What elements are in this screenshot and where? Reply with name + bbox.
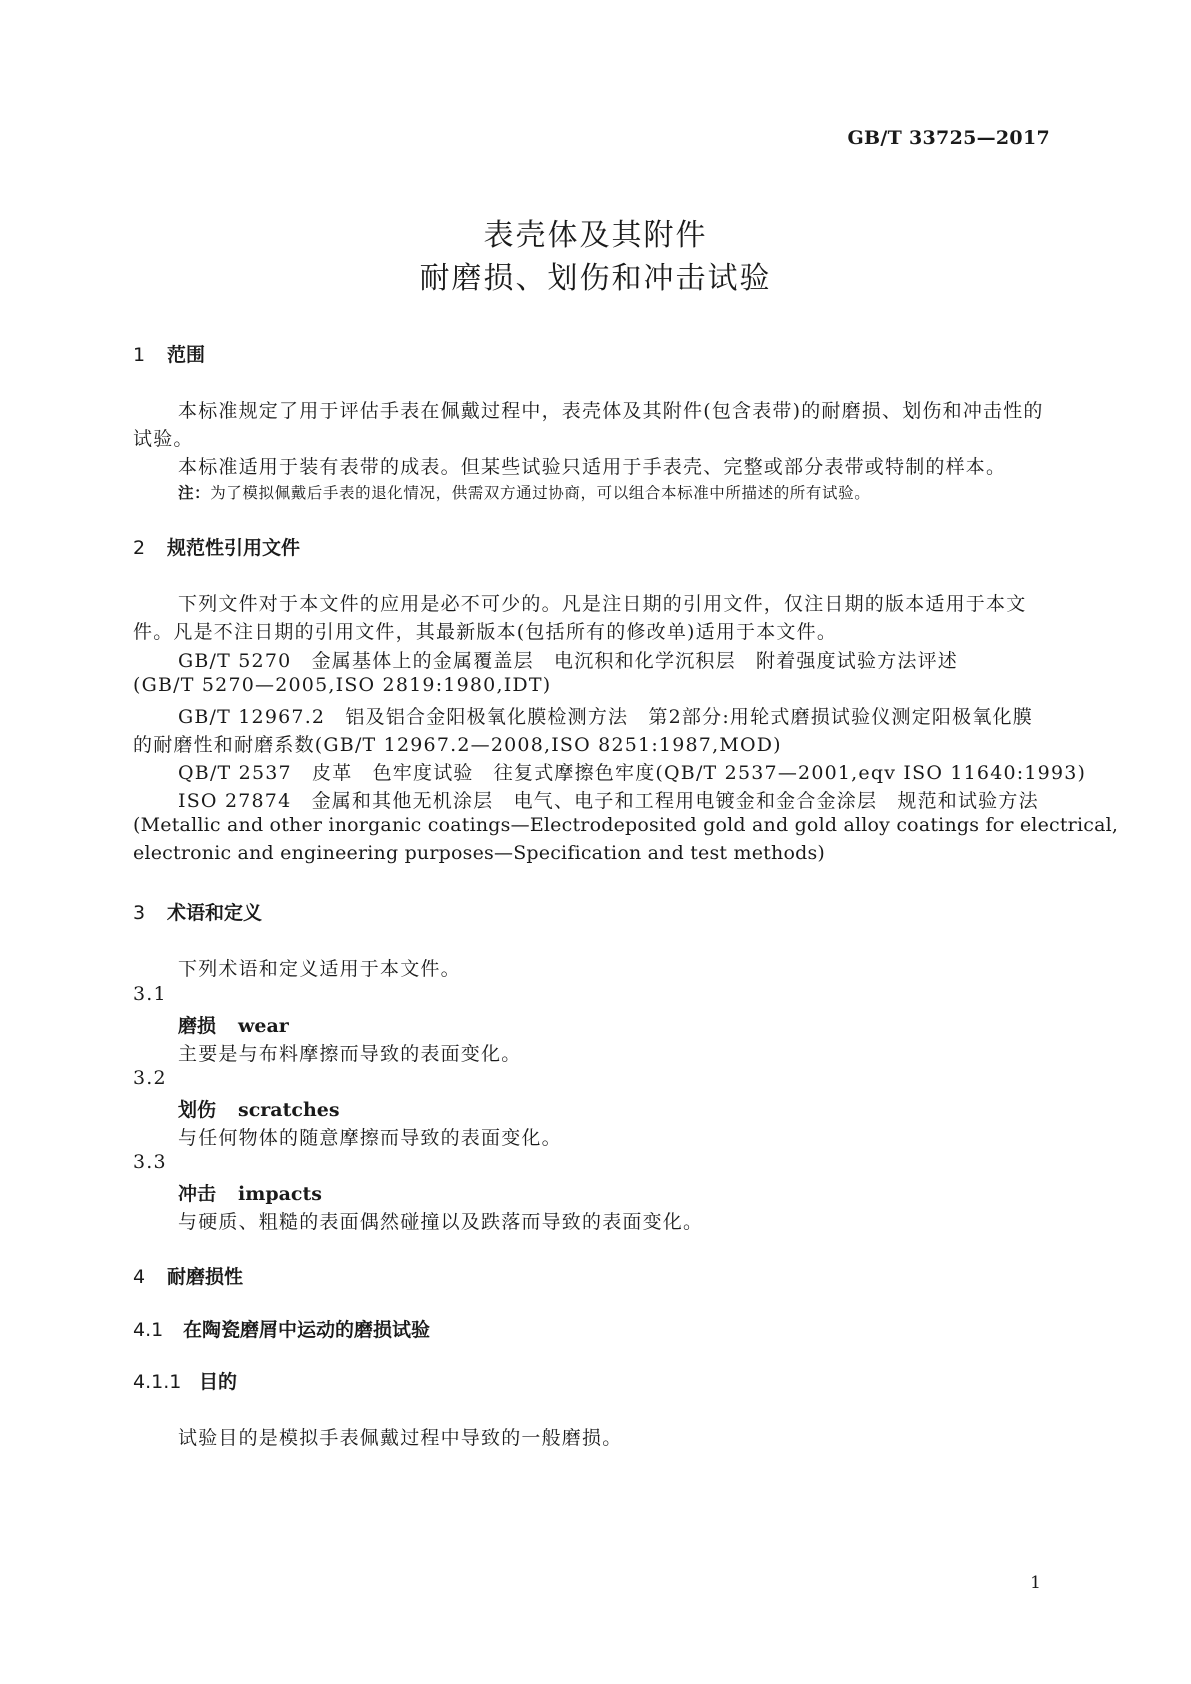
term-number: 3.2: [133, 1067, 167, 1089]
term-entry: [178, 1179, 322, 1206]
document-title-line1: 表壳体及其附件: [483, 218, 708, 253]
paragraph-applicability: 本标准适用于装有表带的成表。但某些试验只适用于手表壳、完整或部分表带或特制的样本。: [178, 456, 1007, 478]
term-zh: 磨损: [178, 1015, 217, 1037]
refs-intro-line1: 下列文件对于本文件的应用是必不可少的。凡是注日期的引用文件，仅注日期的版本适用于本文: [178, 593, 1027, 615]
reference-gbt12967-cont: 的耐磨性和耐磨系数(GB/T 12967.2—2008,ISO 8251:1987,MOD): [133, 734, 782, 756]
term-definition: 与硬质、粗糙的表面偶然碰撞以及跌落而导致的表面变化。: [178, 1211, 704, 1233]
subsection-title: 目的: [199, 1371, 238, 1393]
terms-intro: 下列术语和定义适用于本文件。: [178, 958, 461, 980]
term-zh: 冲击: [178, 1183, 217, 1205]
reference-gbt5270-cont: (GB/T 5270—2005,ISO 2819:1980,IDT): [133, 674, 552, 696]
standard-number: GB/T 33725—2017: [847, 127, 1050, 149]
reference-iso27874: ISO 27874 金属和其他无机涂层 电气、电子和工程用电镀金和金合金涂层 规范和试验方法: [178, 790, 1039, 812]
section-4-heading: [133, 1262, 243, 1289]
section-title: 耐磨损性: [167, 1266, 244, 1288]
section-1-heading: [133, 340, 205, 367]
reference-gbt12967: GB/T 12967.2 铝及铝合金阳极氧化膜检测方法 第2部分:用轮式磨损试验仪测定阳极氧化膜: [178, 706, 1033, 728]
document-title-line2: 耐磨损、划伤和冲击试验: [419, 261, 772, 296]
reference-qbt2537: QB/T 2537 皮革 色牢度试验 往复式摩擦色牢度(QB/T 2537—2001,eqv ISO 11640:1993): [178, 762, 1087, 784]
section-number: 4: [133, 1266, 146, 1288]
note: [178, 481, 870, 503]
reference-iso27874-cont2: electronic and engineering purposes—Specification and test methods): [133, 842, 826, 864]
term-en: wear: [238, 1015, 289, 1037]
term-en: scratches: [238, 1099, 340, 1121]
subsection-number: 4.1: [133, 1319, 164, 1341]
section-title: 术语和定义: [167, 902, 263, 924]
reference-gbt5270: GB/T 5270 金属基体上的金属覆盖层 电沉积和化学沉积层 附着强度试验方法评述: [178, 650, 959, 672]
subsection-number: 4.1.1: [133, 1371, 182, 1393]
term-number: 3.3: [133, 1151, 167, 1173]
note-text: 为了模拟佩戴后手表的退化情况，供需双方通过协商，可以组合本标准中所描述的所有试验。: [210, 484, 871, 502]
paragraph-scope-line2: 试验。: [133, 428, 194, 450]
subsection-title: 在陶瓷磨屑中运动的磨损试验: [183, 1319, 431, 1341]
section-title: 范围: [167, 344, 206, 366]
section-number: 3: [133, 902, 146, 924]
section-3-heading: [133, 898, 262, 925]
term-zh: 划伤: [178, 1099, 217, 1121]
page-number: 1: [1030, 1573, 1041, 1593]
paragraph-scope-line1: 本标准规定了用于评估手表在佩戴过程中，表壳体及其附件(包含表带)的耐磨损、划伤和冲击性的: [178, 400, 1044, 422]
note-label: 注：: [178, 484, 211, 502]
subsection-4-1-heading: [133, 1315, 430, 1342]
term-number: 3.1: [133, 983, 167, 1005]
refs-intro-line2: 件。凡是不注日期的引用文件，其最新版本(包括所有的修改单)适用于本文件。: [133, 621, 838, 643]
reference-iso27874-cont: (Metallic and other inorganic coatings—Electrodeposited gold and gold alloy coatings for electrical,: [133, 814, 1119, 836]
term-en: impacts: [238, 1183, 322, 1205]
section-number: 2: [133, 537, 146, 559]
purpose-paragraph: 试验目的是模拟手表佩戴过程中导致的一般磨损。: [178, 1427, 623, 1449]
term-entry: [178, 1011, 289, 1038]
subsection-4-1-1-heading: [133, 1367, 237, 1394]
term-definition: 主要是与布料摩擦而导致的表面变化。: [178, 1043, 522, 1065]
term-entry: [178, 1095, 340, 1122]
section-number: 1: [133, 344, 146, 366]
section-2-heading: [133, 533, 300, 560]
term-definition: 与任何物体的随意摩擦而导致的表面变化。: [178, 1127, 562, 1149]
section-title: 规范性引用文件: [167, 537, 301, 559]
